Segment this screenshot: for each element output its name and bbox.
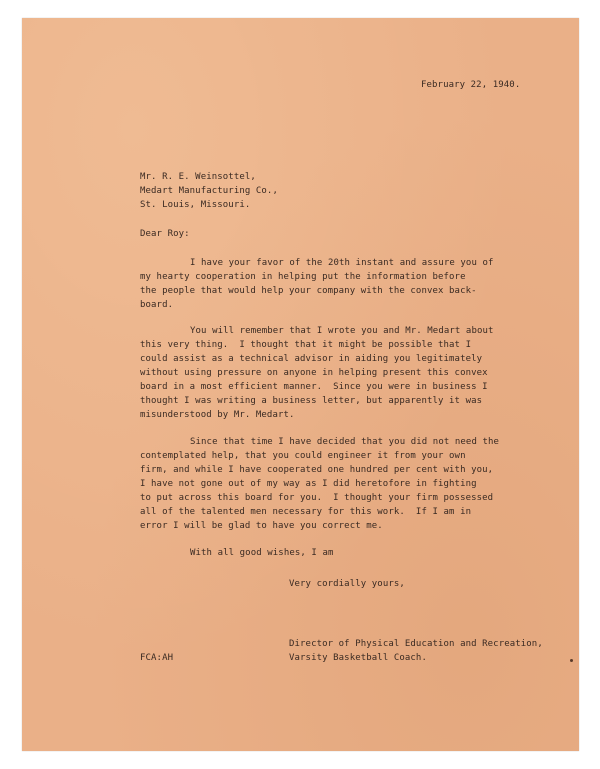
paragraph-2-line: this very thing. I thought that it might be possible that I — [140, 340, 472, 350]
paragraph-3-line: error I will be glad to have you correct me. — [140, 521, 383, 531]
paragraph-2-line: You will remember that I wrote you and Mr. Medart about — [190, 326, 494, 336]
paper-speck — [570, 659, 573, 662]
paragraph-2-line: could assist as a technical advisor in aiding you legitimately — [140, 354, 483, 364]
paragraph-1-line: the people that would help your company with the convex back- — [140, 286, 477, 296]
paragraph-2-line: misunderstood by Mr. Medart. — [140, 410, 295, 420]
letter-date: February 22, 1940. — [421, 80, 521, 90]
paragraph-1-line: board. — [140, 300, 174, 310]
recipient-company: Medart Manufacturing Co., — [140, 186, 278, 196]
typist-initials: FCA:AH — [140, 653, 174, 663]
paragraph-2-line: board in a most efficient manner. Since you were in business I — [140, 382, 488, 392]
signature-title-line: Director of Physical Education and Recreation, — [289, 639, 543, 649]
paragraph-3-line: firm, and while I have cooperated one hundred per cent with you, — [140, 465, 494, 475]
paragraph-3-line: I have not gone out of my way as I did heretofore in fighting — [140, 479, 477, 489]
paragraph-3-line: all of the talented men necessary for this work. If I am in — [140, 507, 472, 517]
paragraph-1-line: my hearty cooperation in helping put the information before — [140, 272, 466, 282]
closing: Very cordially yours, — [289, 579, 405, 589]
paragraph-1-line: I have your favor of the 20th instant and assure you of — [190, 258, 494, 268]
paragraph-3-line: contemplated help, that you could engineer it from your own — [140, 451, 466, 461]
recipient-name: Mr. R. E. Weinsottel, — [140, 172, 256, 182]
paragraph-2-line: thought I was writing a business letter, but apparently it was — [140, 396, 483, 406]
salutation: Dear Roy: — [140, 229, 190, 239]
letter-page — [22, 18, 579, 751]
recipient-city: St. Louis, Missouri. — [140, 200, 251, 210]
signature-title-line: Varsity Basketball Coach. — [289, 653, 427, 663]
paragraph-3-line: to put across this board for you. I thought your firm possessed — [140, 493, 494, 503]
paragraph-2-line: without using pressure on anyone in helping present this convex — [140, 368, 488, 378]
good-wishes: With all good wishes, I am — [190, 548, 334, 558]
paragraph-3-line: Since that time I have decided that you did not need the — [190, 437, 500, 447]
